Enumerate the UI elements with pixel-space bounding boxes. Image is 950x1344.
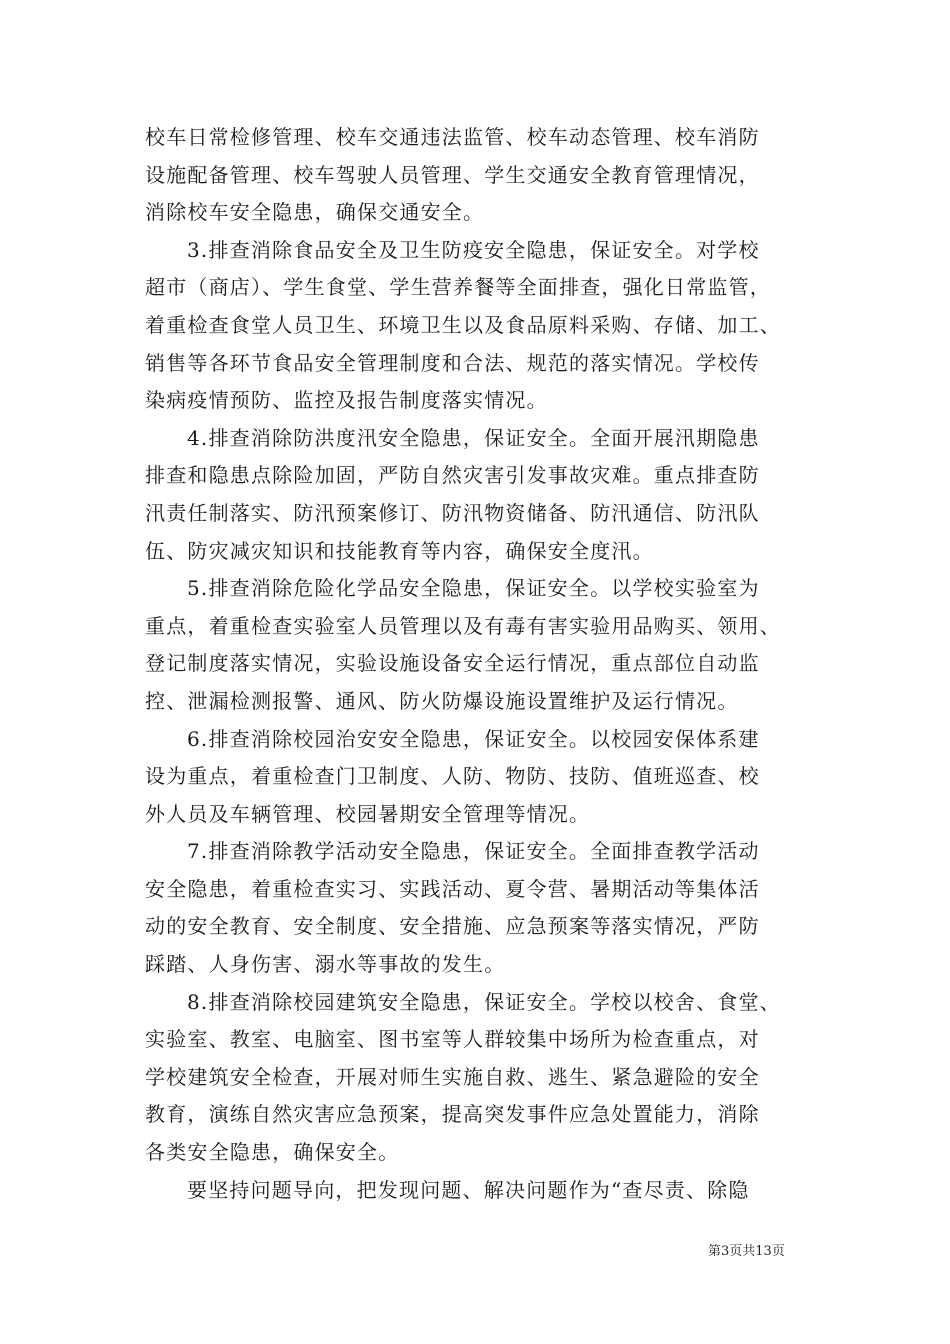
text-line: 汛责任制落实、防汛预案修订、防汛物资储备、防汛通信、防汛队 <box>145 500 760 525</box>
text-line: 5.排查消除危险化学品安全隐患，保证安全。以学校实验室为 <box>187 576 760 601</box>
paragraph-item-8-buildings <box>145 984 845 1172</box>
text-line: 4.排查消除防洪度汛安全隐患，保证安全。全面开展汛期隐患 <box>187 425 760 450</box>
paragraph-item-3-food-safety <box>145 232 845 420</box>
text-line: 各类安全隐患，确保安全。 <box>145 1140 400 1165</box>
text-line: 着重检查食堂人员卫生、环境卫生以及食品原料采购、存储、加工、 <box>145 312 781 337</box>
text-line: 设施配备管理、校车驾驶人员管理、学生交通安全教育管理情况， <box>145 162 760 187</box>
text-line: 7.排查消除教学活动安全隐患，保证安全。全面排查教学活动 <box>187 839 760 864</box>
text-line: 6.排查消除校园治安安全隐患，保证安全。以校园安保体系建 <box>187 726 760 751</box>
page-number-footer: 第3页共13页 <box>708 1244 785 1259</box>
paragraph-problem-oriented <box>145 1172 845 1210</box>
paragraph-item-6-campus-security <box>145 721 845 834</box>
text-line: 外人员及车辆管理、校园暑期安全管理等情况。 <box>145 801 591 826</box>
paragraph-vehicle-continued <box>145 119 845 232</box>
text-line: 3.排查消除食品安全及卫生防疫安全隐患，保证安全。对学校 <box>187 237 760 262</box>
text-line: 登记制度落实情况，实验设施设备安全运行情况，重点部位自动监 <box>145 651 760 676</box>
text-line: 动的安全教育、安全制度、安全措施、应急预案等落实情况，严防 <box>145 914 760 939</box>
text-line: 校车日常检修管理、校车交通违法监管、校车动态管理、校车消防 <box>145 125 760 149</box>
text-line: 消除校车安全隐患，确保交通安全。 <box>145 200 485 225</box>
text-line: 实验室、教室、电脑室、图书室等人群较集中场所为检查重点，对 <box>145 1027 760 1052</box>
text-line: 排查和隐患点除险加固，严防自然灾害引发事故灾难。重点排查防 <box>145 463 760 488</box>
text-line: 销售等各环节食品安全管理制度和合法、规范的落实情况。学校传 <box>145 350 760 375</box>
text-line: 重点，着重检查实验室人员管理以及有毒有害实验用品购买、领用、 <box>145 613 781 638</box>
text-line: 控、泄漏检测报警、通风、防火防爆设施设置维护及运行情况。 <box>145 688 739 713</box>
text-line: 安全隐患，着重检查实习、实践活动、夏令营、暑期活动等集体活 <box>145 876 760 901</box>
text-line: 染病疫情预防、监控及报告制度落实情况。 <box>145 388 548 413</box>
text-line: 要坚持问题导向，把发现问题、解决问题作为“查尽责、除隐 <box>187 1177 750 1202</box>
text-line: 学校建筑安全检查，开展对师生实施自救、逃生、紧急避险的安全 <box>145 1064 760 1089</box>
paragraph-item-4-flood <box>145 420 845 570</box>
paragraph-item-7-teaching-activities <box>145 833 845 983</box>
text-line: 踩踏、人身伤害、溺水等事故的发生。 <box>145 952 506 977</box>
document-body <box>145 119 845 1209</box>
text-line: 教育，演练自然灾害应急预案，提高突发事件应急处置能力，消除 <box>145 1102 760 1127</box>
text-line: 设为重点，着重检查门卫制度、人防、物防、技防、值班巡查、校 <box>145 764 760 789</box>
paragraph-item-5-chemicals <box>145 570 845 720</box>
text-line: 伍、防灾减灾知识和技能教育等内容，确保安全度汛。 <box>145 538 654 563</box>
text-line: 8.排查消除校园建筑安全隐患，保证安全。学校以校舍、食堂、 <box>187 989 781 1014</box>
text-line: 超市（商店）、学生食堂、学生营养餐等全面排查，强化日常监管， <box>145 275 771 300</box>
